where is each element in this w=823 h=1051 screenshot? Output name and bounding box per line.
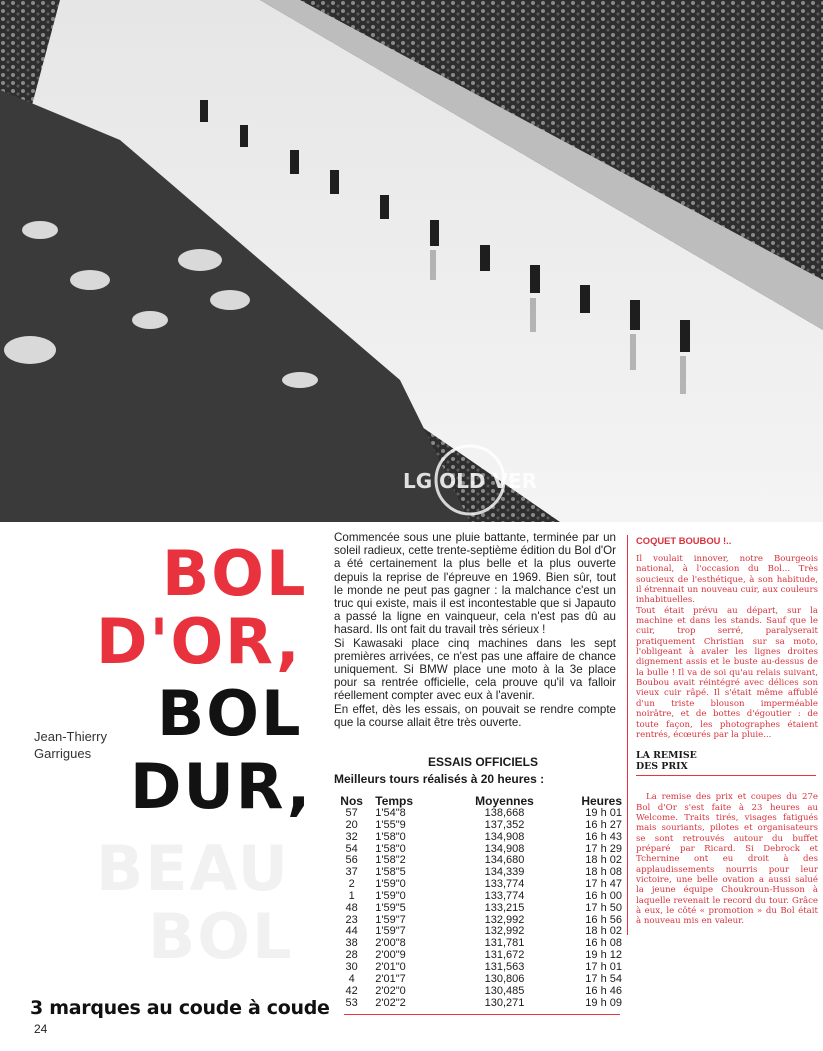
cell-time: 1'59"0 bbox=[375, 889, 406, 902]
cell-time: 1'58"5 bbox=[375, 866, 406, 879]
cell-hour: 16 h 27 bbox=[585, 818, 622, 831]
cell-hour: 18 h 02 bbox=[585, 854, 622, 867]
cell-number: 23 bbox=[345, 913, 358, 926]
cell-time: 2'01"7 bbox=[375, 972, 406, 985]
header-number: Nos bbox=[340, 794, 363, 808]
photo-illustration bbox=[0, 0, 823, 522]
cell-number: 28 bbox=[345, 949, 358, 962]
header-average: Moyennes bbox=[475, 794, 534, 808]
cell-number: 4 bbox=[348, 972, 355, 985]
title-line-6: BOL bbox=[148, 900, 294, 973]
cell-hour: 17 h 54 bbox=[585, 972, 622, 985]
cell-time: 2'02"2 bbox=[375, 996, 406, 1009]
cell-hour: 16 h 00 bbox=[585, 889, 622, 902]
sidebar-text-remise: La remise des prix et coupes du 27e Bol d'Or s'est faite à 23 heures au Welcome. Traits tirés, visages fatigués mais souriants, pilotes et organisateurs se sont retrouvés autour du buffet préparé par Ricard. Si Debrock et Tchernine ont eu droit à des applaudissements nourris pour leur victoire, une belle ovation a aussi salué la jeune équipe Choukroun-Husson à laquelle revenait le record du tour. Grâce à eux, le côté « promotion » du Bol était à nouveau mis en valeur. bbox=[636, 792, 818, 927]
cell-number: 38 bbox=[345, 937, 358, 950]
cell-hour: 17 h 01 bbox=[585, 960, 622, 973]
cell-time: 1'58"2 bbox=[375, 854, 406, 867]
title-line-5: BEAU bbox=[96, 832, 291, 905]
cell-average: 138,668 bbox=[484, 807, 525, 819]
cell-average: 131,672 bbox=[484, 949, 525, 962]
cell-average: 130,271 bbox=[484, 996, 525, 1009]
article-paragraph: Commencée sous une pluie battante, terminée par un soleil radieux, cette trente-septième édition du Bol d'Or a été certainement la plus belle et la plus ouverte depuis la reprise de l'épreuve en 1969. Bien sûr, tout le monde ne peut pas gagner : la malchance c'est un truc qui existe, mais il est incontestable que si Japauto a passé la ligne en vainqueur, cela n'est pas dû au hasard. Ils ont fait du travail très sérieux ! bbox=[334, 531, 616, 637]
cell-average: 137,352 bbox=[484, 818, 525, 831]
cell-time: 1'54"8 bbox=[375, 807, 406, 819]
table-title: ESSAIS OFFICIELS bbox=[427, 755, 538, 769]
title-line-1: BOL bbox=[162, 537, 308, 610]
cell-time: 1'58"0 bbox=[375, 830, 406, 843]
cell-number: 1 bbox=[348, 889, 355, 902]
cell-number: 37 bbox=[345, 866, 358, 879]
header-time: Temps bbox=[375, 794, 414, 808]
sidebar-text-coquet: Il voulait innover, notre Bourgeois national, à l'occasion du Bol... Très soucieux de l'esthétique, à son habitude, il étrennait un nouveau cuir, aux couleurs inhabituelles. bbox=[636, 554, 818, 606]
cell-number: 42 bbox=[345, 984, 358, 997]
cell-hour: 18 h 08 bbox=[585, 866, 622, 879]
cell-average: 134,339 bbox=[484, 866, 525, 879]
cell-average: 134,908 bbox=[484, 830, 525, 843]
cell-average: 134,680 bbox=[484, 854, 525, 867]
table-row bbox=[334, 986, 622, 998]
page-number: 24 bbox=[34, 1022, 48, 1036]
sidebar-heading-remise bbox=[636, 750, 818, 772]
cell-time: 2'00"9 bbox=[375, 949, 406, 962]
table-row bbox=[334, 832, 622, 844]
table-row bbox=[334, 903, 622, 915]
author-last-name: Garrigues bbox=[34, 746, 92, 761]
article-paragraph: En effet, dès les essais, on pouvait se rendre compte que la course allait être très ouverte. bbox=[334, 702, 616, 729]
sidebar-heading-coquet: COQUET BOUBOU !.. bbox=[636, 535, 732, 546]
cell-average: 134,908 bbox=[484, 842, 525, 855]
cell-number: 2 bbox=[348, 878, 355, 891]
cell-average: 131,781 bbox=[484, 937, 525, 950]
sidebar-rule bbox=[636, 775, 816, 776]
cell-time: 1'59"7 bbox=[375, 925, 406, 938]
sidebar-heading-remise-2: DES PRIX bbox=[636, 761, 688, 773]
cell-number: 32 bbox=[345, 830, 358, 843]
cell-time: 2'00"8 bbox=[375, 937, 406, 950]
title-line-3: BOL bbox=[157, 677, 303, 750]
sidebar bbox=[636, 535, 818, 927]
article-body bbox=[334, 531, 616, 729]
table-bottom-rule bbox=[344, 1014, 620, 1015]
cell-time: 1'59"0 bbox=[375, 878, 406, 891]
race-start-photo bbox=[0, 0, 823, 522]
cell-hour: 18 h 02 bbox=[585, 925, 622, 938]
table-row bbox=[334, 820, 622, 832]
cell-average: 130,806 bbox=[484, 972, 525, 985]
cell-time: 1'59"5 bbox=[375, 901, 406, 914]
table-subtitle: Meilleurs tours réalisés à 20 heures : bbox=[334, 772, 545, 786]
sidebar-heading-remise-1: LA REMISE bbox=[636, 750, 697, 762]
cell-average: 132,992 bbox=[484, 925, 525, 938]
title-line-2: D'OR, bbox=[96, 605, 302, 678]
table-body bbox=[334, 808, 622, 1009]
table-header bbox=[334, 794, 622, 808]
cell-average: 133,774 bbox=[484, 878, 525, 891]
cell-number: 44 bbox=[345, 925, 358, 938]
title-line-4: DUR, bbox=[130, 750, 313, 823]
cell-hour: 19 h 09 bbox=[585, 996, 622, 1009]
cell-hour: 19 h 01 bbox=[585, 807, 622, 819]
watermark-logo bbox=[403, 440, 537, 520]
cell-number: 54 bbox=[345, 842, 358, 855]
results-table bbox=[334, 755, 622, 1009]
cell-average: 133,215 bbox=[484, 901, 525, 914]
subtitle: 3 marques au coude à coude bbox=[30, 997, 330, 1019]
author-byline bbox=[34, 728, 107, 762]
cell-time: 2'01"0 bbox=[375, 960, 406, 973]
cell-hour: 16 h 43 bbox=[585, 830, 622, 843]
author-first-name: Jean-Thierry bbox=[34, 729, 107, 744]
cell-hour: 16 h 46 bbox=[585, 984, 622, 997]
header-hour: Heures bbox=[581, 794, 622, 808]
sidebar-divider bbox=[627, 535, 628, 935]
cell-time: 2'02"0 bbox=[375, 984, 406, 997]
table-row bbox=[334, 974, 622, 986]
table-row bbox=[334, 891, 622, 903]
cell-time: 1'59"7 bbox=[375, 913, 406, 926]
cell-average: 133,774 bbox=[484, 889, 525, 902]
watermark-text: LG OLD VER bbox=[403, 469, 537, 493]
cell-hour: 19 h 12 bbox=[585, 949, 622, 962]
cell-hour: 17 h 47 bbox=[585, 878, 622, 891]
cell-hour: 16 h 08 bbox=[585, 937, 622, 950]
cell-time: 1'58"0 bbox=[375, 842, 406, 855]
cell-hour: 17 h 29 bbox=[585, 842, 622, 855]
cell-average: 131,563 bbox=[484, 960, 525, 973]
cell-number: 56 bbox=[345, 854, 358, 867]
cell-hour: 17 h 50 bbox=[585, 901, 622, 914]
sidebar-text-coquet-2: Tout était prévu au départ, sur la machine et dans les stands. Sauf que le cuir, trop serré, paralyserait pratiquement Christian sur sa moto, l'obligeant à avaler les lignes droites dignement assis et le buste au-dessus de la bulle ! Il va de soi qu'au relais suivant, Boubou avait réintégré avec délices son vieux cuir râpé. Il s'était même affublé d'un triste blouson imperméable noirâtre, et de bottes d'égoutier : de toute façon, les photographes étaient rentrés, écœurés par la pluie... bbox=[636, 605, 818, 740]
cell-average: 132,992 bbox=[484, 913, 525, 926]
table-row bbox=[334, 998, 622, 1010]
watermark-icon bbox=[403, 440, 537, 520]
cell-number: 20 bbox=[345, 818, 358, 831]
cell-number: 57 bbox=[345, 807, 358, 819]
cell-hour: 16 h 56 bbox=[585, 913, 622, 926]
cell-average: 130,485 bbox=[484, 984, 525, 997]
cell-number: 53 bbox=[345, 996, 358, 1009]
cell-number: 48 bbox=[345, 901, 358, 914]
article-paragraph: Si Kawasaki place cinq machines dans les sept premières arrivées, ce n'est pas une affaire de chance uniquement. Si BMW place une moto à la 3e place pour sa rentrée officielle, cela prouve qu'il va falloir réellement compter avec eux à l'avenir. bbox=[334, 636, 616, 703]
cell-number: 30 bbox=[345, 960, 358, 973]
cell-time: 1'55"9 bbox=[375, 818, 406, 831]
